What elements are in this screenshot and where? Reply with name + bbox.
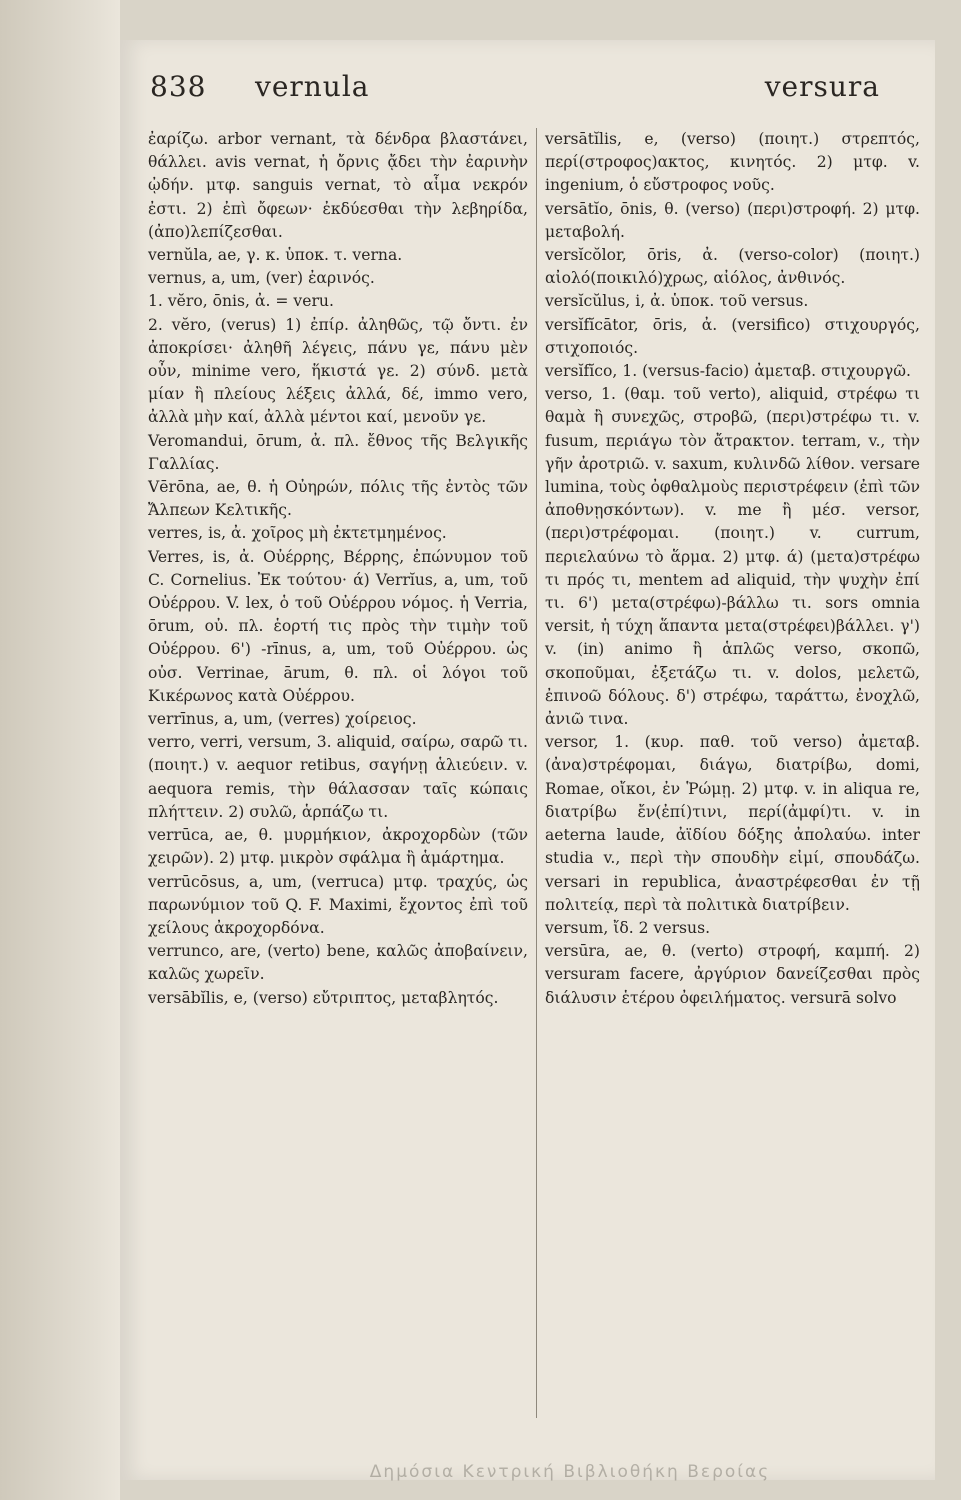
dictionary-entry: verrīnus, a, um, (verres) χοίρειος. [148,710,417,729]
dictionary-entry: verrūcōsus, a, um, (verruca) μτφ. τραχύς, ὡς παρωνύμιον τοῦ Q. F. Maximi, ἔχοντος ἐπὶ τοῦ χείλους ἀκροχορδόνα. [148,872,528,937]
dictionary-entry: vernŭla, ae, γ. κ. ὑποκ. τ. verna. [148,246,403,265]
dictionary-entry: versātĭo, ōnis, θ. (verso) (περι)στροφή. 2) μτφ. μεταβολή. [545,199,920,241]
dictionary-entry: ἐαρίζω. arbor vernant, τὰ δένδρα βλαστάνει, θάλλει. avis vernat, ἡ ὄρνις ᾄδει τὴν ἐαρινὴν ᾠδήν. μτφ. sanguis vernat, τὸ αἷμα νεκρόν ἐστι. 2) ἐπὶ ὄφεων· ἐκδύεσθαι τὴν λεβηρίδα, (ἀπο)λεπίζεσθαι. [148,130,528,241]
dictionary-entry: verso, 1. (θαμ. τοῦ verto), aliquid, στρέφω τι θαμὰ ἢ συνεχῶς, στροβῶ, (περι)στρέφω τι. v. fusum, περιάγω τὸν ἄτρακτον. terram, v., τὴν γῆν ἀροτριῶ. v. saxum, κυλινδῶ λίθον. versare lumina, τοὺς ὀφθαλμοὺς περιστρέφειν (ἐπὶ τῶν ἀποθνῃσκόντων). v. me ἢ μέσ. versor, (περι)στρέφομαι. (ποιητ.) v. currum, περιελαύνω τὸ ἅρμα. 2) μτφ. ά) (μετα)στρέφω τι πρός τι, mentem ad aliquid, τὴν ψυχὴν ἐπί τι. 6') μετα(στρέφω)-βάλλω τι. sors omnia versit, ἡ τύχη ἅπαντα μετα(στρέφει)βάλλει. γ') v. (in) animo ἢ ἁπλῶς verso, σκοπῶ, σκοποῦμαι, ἐξετάζω τι. v. dolos, μελετῶ, ἐπινοῶ δόλους. δ') στρέφω, ταράττω, ἐνοχλῶ, ἀνιῶ τινα. [545,385,920,729]
binding-gutter [0,0,120,1500]
dictionary-entry: versĭfĭcātor, ōris, ἀ. (versifico) στιχουργός, στιχοποιός. [545,315,920,357]
dictionary-entry: Vērōna, ae, θ. ἡ Οὐηρών, πόλις τῆς ἐντὸς τῶν Ἄλπεων Κελτικῆς. [148,478,528,520]
running-head [140,70,930,110]
dictionary-entry: versūra, ae, θ. (verto) στροφή, καμπή. 2) versuram facere, ἀργύριον δανείζεσθαι πρὸς διάλυσιν ἑτέρου ὀφειλήματος. versurā solvo [545,942,920,1007]
guide-word-right: versura [764,70,880,103]
left-column [148,128,528,1010]
library-watermark: Δημόσια Κεντρική Βιβλιοθήκη Βεροίας [369,1462,771,1482]
dictionary-entry: versĭcŏlor, ōris, ἀ. (verso-color) (ποιητ.) αἰολό(ποικιλό)χρως, αἰόλος, ἀνθινός. [545,246,920,288]
dictionary-entry: versor, 1. (κυρ. παθ. τοῦ verso) ἀμεταβ. (ἀνα)στρέφομαι, διάγω, διατρίβω, domi, Romae, οἴκοι, ἐν Ῥώμῃ. 2) μτφ. v. in aliqua re, διατρίβω ἔν(ἐπί)τινι, περί(ἀμφί)τι. v. in aeterna laude, ἀϊδίου δόξης ἀπολαύω. inter studia v., περὶ τὴν σπουδὴν εἰμί, σπουδάζω. versari in republica, ἀναστρέφεσθαι ἐν τῇ πολιτείᾳ, περὶ τὰ πολιτικὰ διατρίβειν. [545,733,920,914]
page-number: 838 [150,70,207,103]
dictionary-entry: versum, ἴδ. 2 versus. [545,918,711,937]
dictionary-entry: verrunco, are, (verto) bene, καλῶς ἀποβαίνειν, καλῶς χωρεῖν. [148,942,528,984]
dictionary-entry: verrūca, ae, θ. μυρμήκιον, ἀκροχορδὼν (τῶν χειρῶν). 2) μτφ. μικρὸν σφάλμα ἢ ἁμάρτημα. [148,826,528,868]
right-column [545,128,920,1010]
dictionary-entry: 1. vĕro, ōnis, ἀ. = veru. [148,292,334,311]
dictionary-entry: versābĭlis, e, (verso) εὔτριπτος, μεταβλητός. [148,988,499,1007]
column-divider [536,128,537,1418]
dictionary-entry: versĭcŭlus, i, ἀ. ὑποκ. τοῦ versus. [545,292,809,311]
dictionary-entry: versātĭlis, e, (verso) (ποιητ.) στρεπτός, περί(στροφος)ακτος, κινητός. 2) μτφ. v. ingenium, ὁ εὔστροφος νοῦς. [545,130,920,195]
guide-word-left: vernula [255,70,370,103]
dictionary-entry: Veromandui, ōrum, ἀ. πλ. ἔθνος τῆς Βελγικῆς Γαλλίας. [148,431,528,473]
dictionary-entry: vernus, a, um, (ver) ἐαρινός. [148,269,375,288]
dictionary-entry: versĭfĭco, 1. (versus-facio) ἀμεταβ. στιχουργῶ. [545,362,911,381]
dictionary-entry: verro, verri, versum, 3. aliquid, σαίρω, σαρῶ τι. (ποιητ.) v. aequor retibus, σαγήνῃ ἁλιεύειν. v. aequora remis, τὴν θάλασσαν ταῖς κώπαις πλήττειν. 2) συλῶ, ἁρπάζω τι. [148,733,528,821]
dictionary-entry: verres, is, ἀ. χοῖρος μὴ ἐκτετμημένος. [148,524,447,543]
dictionary-entry: 2. vĕro, (verus) 1) ἐπίρ. ἀληθῶς, τῷ ὄντι. ἐν ἀποκρίσει· ἀληθῆ λέγεις, πάνυ γε, πάνυ μὲν οὖν, minime vero, ἥκιστά γε. 2) σύνδ. μετὰ μίαν ἢ πλείους λέξεις ἀλλά, δέ, immo vero, ἀλλὰ μὴν καί, ἀλλὰ μέντοι καί, μενοῦν γε. [148,315,528,427]
dictionary-entry: Verres, is, ἀ. Οὐέρρης, Βέρρης, ἐπώνυμον τοῦ C. Cornelius. Ἐκ τούτου· ά) Verrĭus, a, um, τοῦ Οὐέρρου. V. lex, ὁ τοῦ Οὐέρρου νόμος. ἡ Verria, ōrum, οὐ. πλ. ἑορτή τις πρὸς τὴν τιμὴν τοῦ Οὐέρρου. 6') -rīnus, a, um, τοῦ Οὐέρρου. ὡς οὐσ. Verrinae, ārum, θ. πλ. οἱ λόγοι τοῦ Κικέρωνος κατὰ Οὐέρρου. [148,547,528,705]
